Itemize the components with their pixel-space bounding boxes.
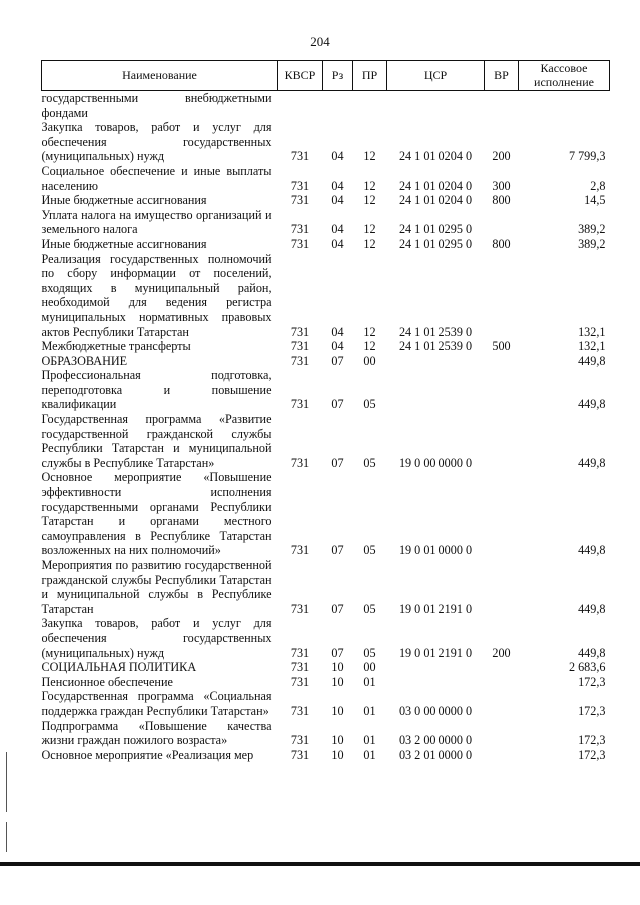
row-name: Государственная программа «Социальная поддержка граждан Республики Татарстан» (41, 689, 272, 718)
row-kvsr: 731 (290, 324, 310, 339)
row-name: Закупка товаров, работ и услуг для обеспечения государственных (муниципальных) нужд (41, 120, 272, 164)
row-name: СОЦИАЛЬНАЯ ПОЛИТИКА (41, 660, 197, 675)
table-row (42, 558, 610, 616)
row-pr: 01 (363, 703, 376, 718)
table-row (42, 719, 610, 748)
row-rz: 10 (331, 660, 344, 675)
row-kvsr: 731 (290, 222, 310, 237)
row-csr: 24 1 01 0204 0 (398, 178, 473, 193)
row-rz: 10 (331, 747, 344, 762)
row-pr: 05 (363, 543, 376, 558)
row-rz: 07 (331, 353, 344, 368)
row-pr: 01 (363, 733, 376, 748)
row-pr: 12 (363, 178, 376, 193)
row-amount: 172,3 (578, 674, 606, 689)
row-rz: 07 (331, 455, 344, 470)
row-name: Иные бюджетные ассигнования (41, 193, 207, 208)
row-pr: 12 (363, 236, 376, 251)
row-name: Основное мероприятие «Реализация мер (41, 747, 254, 762)
row-amount: 449,8 (578, 397, 606, 412)
row-amount: 172,3 (578, 747, 606, 762)
table-row (42, 164, 610, 193)
row-amount: 389,2 (578, 236, 606, 251)
row-amount: 172,3 (578, 733, 606, 748)
row-amount: 449,8 (578, 455, 606, 470)
row-kvsr: 731 (290, 747, 310, 762)
row-csr: 19 0 01 0000 0 (398, 543, 473, 558)
row-csr: 24 1 01 2539 0 (398, 324, 473, 339)
row-name: государственными внебюджетными фондами (41, 91, 272, 120)
row-vr (485, 208, 519, 237)
row-amount: 2 683,6 (568, 660, 606, 675)
row-rz: 04 (331, 324, 344, 339)
row-vr (485, 354, 519, 369)
table-header (42, 61, 610, 91)
column-header-vr: ВР (485, 61, 519, 91)
row-vr: 500 (492, 339, 511, 354)
row-name: Межбюджетные трансферты (41, 339, 191, 354)
row-name: Пенсионное обеспечение (41, 674, 173, 689)
row-rz: 10 (331, 674, 344, 689)
table-row (42, 237, 610, 252)
row-pr (353, 91, 387, 121)
row-vr: 200 (492, 149, 511, 164)
row-kvsr: 731 (290, 601, 310, 616)
row-csr (387, 91, 485, 121)
row-pr: 00 (363, 353, 376, 368)
table-row (42, 689, 610, 718)
row-vr: 200 (492, 645, 511, 660)
row-vr (485, 689, 519, 718)
row-csr: 24 1 01 0204 0 (398, 149, 473, 164)
table-row (42, 354, 610, 369)
row-vr: 800 (492, 193, 511, 208)
table-row (42, 339, 610, 354)
table-row (42, 470, 610, 558)
row-pr: 12 (363, 324, 376, 339)
row-rz: 04 (331, 178, 344, 193)
row-csr (387, 660, 485, 675)
table-row (42, 616, 610, 660)
row-kvsr: 731 (290, 178, 310, 193)
row-pr: 00 (363, 660, 376, 675)
row-rz (323, 91, 353, 121)
table-row (42, 748, 610, 763)
column-header-pr: ПР (353, 61, 387, 91)
table-row (42, 91, 610, 121)
row-kvsr: 731 (290, 660, 310, 675)
row-kvsr: 731 (290, 543, 310, 558)
row-pr: 05 (363, 455, 376, 470)
row-amount: 172,3 (578, 703, 606, 718)
row-kvsr: 731 (290, 149, 310, 164)
table-row (42, 412, 610, 470)
row-name: ОБРАЗОВАНИЕ (41, 353, 128, 368)
page-number: 204 (310, 34, 330, 49)
row-rz: 04 (331, 149, 344, 164)
row-rz: 10 (331, 733, 344, 748)
row-vr (485, 91, 519, 121)
row-csr: 24 1 01 2539 0 (398, 339, 473, 354)
row-kvsr: 731 (290, 645, 310, 660)
row-pr: 01 (363, 674, 376, 689)
row-pr: 12 (363, 222, 376, 237)
row-amount: 7 799,3 (568, 149, 606, 164)
scan-bottom-edge (0, 862, 640, 866)
row-amount: 2,8 (590, 178, 606, 193)
column-header-rz: Рз (323, 61, 353, 91)
table-body (42, 91, 610, 763)
row-amount (519, 91, 610, 121)
row-vr: 300 (492, 178, 511, 193)
table-row (42, 675, 610, 690)
row-amount: 14,5 (584, 193, 606, 208)
row-csr: 24 1 01 0295 0 (398, 236, 473, 251)
row-pr: 12 (363, 339, 376, 354)
row-csr: 03 0 00 0000 0 (398, 703, 473, 718)
row-kvsr: 731 (290, 353, 310, 368)
row-pr: 05 (363, 601, 376, 616)
table-row (42, 660, 610, 675)
row-csr: 24 1 01 0204 0 (398, 193, 473, 208)
row-csr: 24 1 01 0295 0 (398, 222, 473, 237)
row-kvsr (278, 91, 323, 121)
column-header-name: Наименование (42, 61, 278, 91)
table-row (42, 368, 610, 412)
row-kvsr: 731 (290, 674, 310, 689)
row-vr (485, 719, 519, 748)
row-kvsr: 731 (290, 733, 310, 748)
row-name: Иные бюджетные ассигнования (41, 236, 207, 251)
column-header-csr: ЦСР (387, 61, 485, 91)
row-rz: 07 (331, 397, 344, 412)
row-kvsr: 731 (290, 397, 310, 412)
row-rz: 07 (331, 645, 344, 660)
row-vr (485, 470, 519, 558)
row-csr: 19 0 01 2191 0 (398, 645, 473, 660)
row-pr: 05 (363, 645, 376, 660)
row-vr (485, 675, 519, 690)
row-vr (485, 252, 519, 340)
row-amount: 389,2 (578, 222, 606, 237)
row-csr: 03 2 01 0000 0 (398, 747, 473, 762)
row-kvsr: 731 (290, 236, 310, 251)
row-pr: 12 (363, 193, 376, 208)
row-csr (387, 368, 485, 412)
row-name: Основное мероприятие «Повышение эффективности исполнения государственными органами Республики Татарстан и органами местного самоуправления в Республике Татарстан возложенных на них полномочий» (41, 470, 272, 558)
column-header-kvsr: КВСР (278, 61, 323, 91)
row-vr (485, 748, 519, 763)
row-csr (387, 354, 485, 369)
scan-margin-mark (6, 752, 7, 812)
row-amount: 449,8 (578, 543, 606, 558)
row-vr (485, 412, 519, 470)
table-row (42, 120, 610, 164)
row-rz: 04 (331, 222, 344, 237)
row-vr: 800 (492, 236, 511, 251)
row-pr: 12 (363, 149, 376, 164)
row-rz: 04 (331, 193, 344, 208)
row-csr: 19 0 01 2191 0 (398, 601, 473, 616)
row-name: Государственная программа «Развитие государственной гражданской службы Республики Татарстан и муниципальной службы в Республике Татарстан» (41, 412, 272, 470)
row-name: Профессиональная подготовка, переподготовка и повышение квалификации (41, 368, 272, 412)
row-rz: 04 (331, 339, 344, 354)
row-kvsr: 731 (290, 455, 310, 470)
column-header-amount: Кассовое исполнение (519, 61, 610, 91)
scan-margin-mark (6, 822, 7, 852)
row-name: Закупка товаров, работ и услуг для обеспечения государственных (муниципальных) нужд (41, 616, 272, 660)
row-name: Подпрограмма «Повышение качества жизни граждан пожилого возраста» (41, 718, 272, 748)
row-vr (485, 660, 519, 675)
row-name: Уплата налога на имущество организаций и земельного налога (41, 207, 272, 237)
row-rz: 04 (331, 236, 344, 251)
budget-table (41, 60, 610, 762)
table-row (42, 252, 610, 340)
row-kvsr: 731 (290, 339, 310, 354)
row-csr: 19 0 00 0000 0 (398, 455, 473, 470)
row-name: Мероприятия по развитию государственной гражданской службы Республики Татарстан и муниципальной службы в Республике Татарстан (41, 558, 272, 616)
row-name: Социальное обеспечение и иные выплаты населению (41, 163, 272, 193)
table-row (42, 193, 610, 208)
row-amount: 449,8 (578, 645, 606, 660)
row-amount: 449,8 (578, 353, 606, 368)
row-rz: 07 (331, 601, 344, 616)
row-kvsr: 731 (290, 193, 310, 208)
row-pr: 05 (363, 397, 376, 412)
row-rz: 07 (331, 543, 344, 558)
row-csr: 03 2 00 0000 0 (398, 733, 473, 748)
row-vr (485, 558, 519, 616)
row-csr (387, 675, 485, 690)
row-kvsr: 731 (290, 703, 310, 718)
table-row (42, 208, 610, 237)
header-row (42, 61, 610, 91)
row-vr (485, 368, 519, 412)
row-amount: 132,1 (578, 324, 606, 339)
row-name: Реализация государственных полномочий по сбору информации от поселений, входящих в муниципальный район, необходимой для ведения регистра муниципальных нормативных правовых актов Республики Татарстан (41, 251, 272, 339)
row-amount: 132,1 (578, 339, 606, 354)
row-pr: 01 (363, 747, 376, 762)
row-amount: 449,8 (578, 601, 606, 616)
row-rz: 10 (331, 703, 344, 718)
